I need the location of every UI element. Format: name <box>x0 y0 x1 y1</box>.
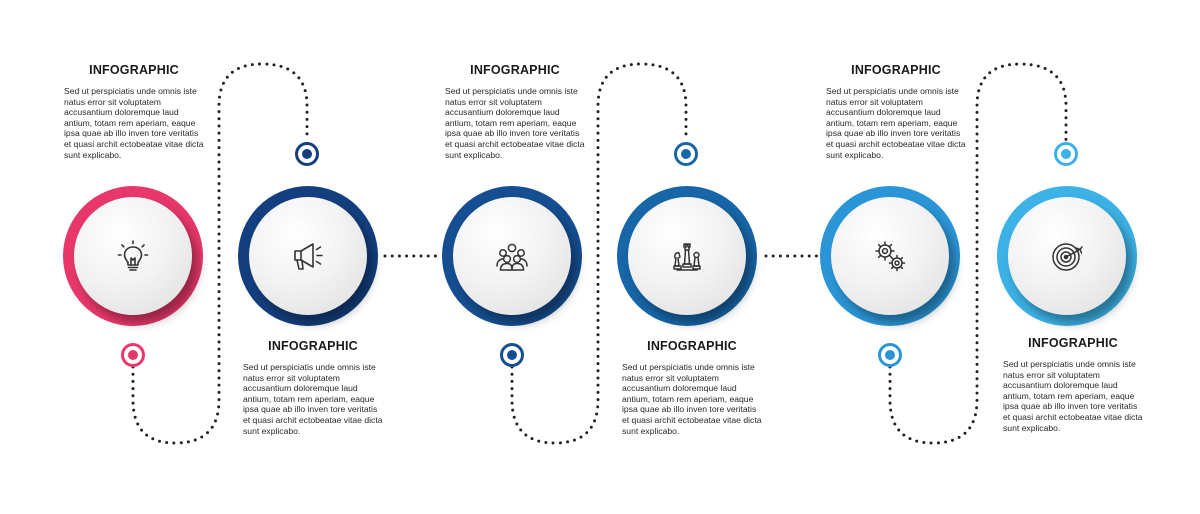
step-4-title: INFOGRAPHIC <box>647 339 737 353</box>
step-6-text-block <box>1003 336 1143 433</box>
step-4-text-block <box>622 339 762 436</box>
step-4-disc <box>628 197 746 315</box>
step-6-body: Sed ut perspiciatis unde omnis iste natus error sit voluptatem accusantium doloremque laud antium, totam rem aperiam, eaque ipsa quae ab illo inven tore veritatis et quasi archit ectobeatae vitae dicta sunt explicabo. <box>1003 359 1143 433</box>
step-1-title: INFOGRAPHIC <box>89 63 179 77</box>
step-1-body: Sed ut perspiciatis unde omnis iste natus error sit voluptatem accusantium doloremque laud antium, totam rem aperiam, eaque ipsa quae ab illo inven tore veritatis et quasi archit ectobeatae vitae dicta sunt explicabo. <box>64 86 204 160</box>
step-1-disc <box>74 197 192 315</box>
step-5-node <box>878 343 902 367</box>
step-5-body: Sed ut perspiciatis unde omnis iste natus error sit voluptatem accusantium doloremque laud antium, totam rem aperiam, eaque ipsa quae ab illo inven tore veritatis et quasi archit ectobeatae vitae dicta sunt explicabo. <box>826 86 966 160</box>
step-1-node <box>121 343 145 367</box>
step-2-body: Sed ut perspiciatis unde omnis iste natus error sit voluptatem accusantium doloremque laud antium, totam rem aperiam, eaque ipsa quae ab illo inven tore veritatis et quasi archit ectobeatae vitae dicta sunt explicabo. <box>243 362 383 436</box>
megaphone-icon <box>288 236 328 276</box>
step-5-title: INFOGRAPHIC <box>851 63 941 77</box>
step-2-node <box>295 142 319 166</box>
step-3-title: INFOGRAPHIC <box>470 63 560 77</box>
step-3-body: Sed ut perspiciatis unde omnis iste natus error sit voluptatem accusantium doloremque laud antium, totam rem aperiam, eaque ipsa quae ab illo inven tore veritatis et quasi archit ectobeatae vitae dicta sunt explicabo. <box>445 86 585 160</box>
team-icon <box>492 236 532 276</box>
lightbulb-icon <box>113 236 153 276</box>
step-4-node <box>674 142 698 166</box>
step-5-disc <box>831 197 949 315</box>
step-1-text-block <box>64 63 204 160</box>
step-2-ring <box>238 186 378 326</box>
step-6-node <box>1054 142 1078 166</box>
step-6-disc <box>1008 197 1126 315</box>
step-3-text-block <box>445 63 585 160</box>
step-2-title: INFOGRAPHIC <box>268 339 358 353</box>
step-2-text-block <box>243 339 383 436</box>
step-3-disc <box>453 197 571 315</box>
step-4-ring <box>617 186 757 326</box>
step-2-disc <box>249 197 367 315</box>
step-6-ring <box>997 186 1137 326</box>
gears-icon <box>870 236 910 276</box>
target-icon <box>1047 236 1087 276</box>
step-3-node <box>500 343 524 367</box>
step-1-ring <box>63 186 203 326</box>
step-3-ring <box>442 186 582 326</box>
step-5-text-block <box>826 63 966 160</box>
step-6-title: INFOGRAPHIC <box>1028 336 1118 350</box>
step-5-ring <box>820 186 960 326</box>
step-4-body: Sed ut perspiciatis unde omnis iste natus error sit voluptatem accusantium doloremque laud antium, totam rem aperiam, eaque ipsa quae ab illo inven tore veritatis et quasi archit ectobeatae vitae dicta sunt explicabo. <box>622 362 762 436</box>
chess-strategy-icon <box>667 236 707 276</box>
